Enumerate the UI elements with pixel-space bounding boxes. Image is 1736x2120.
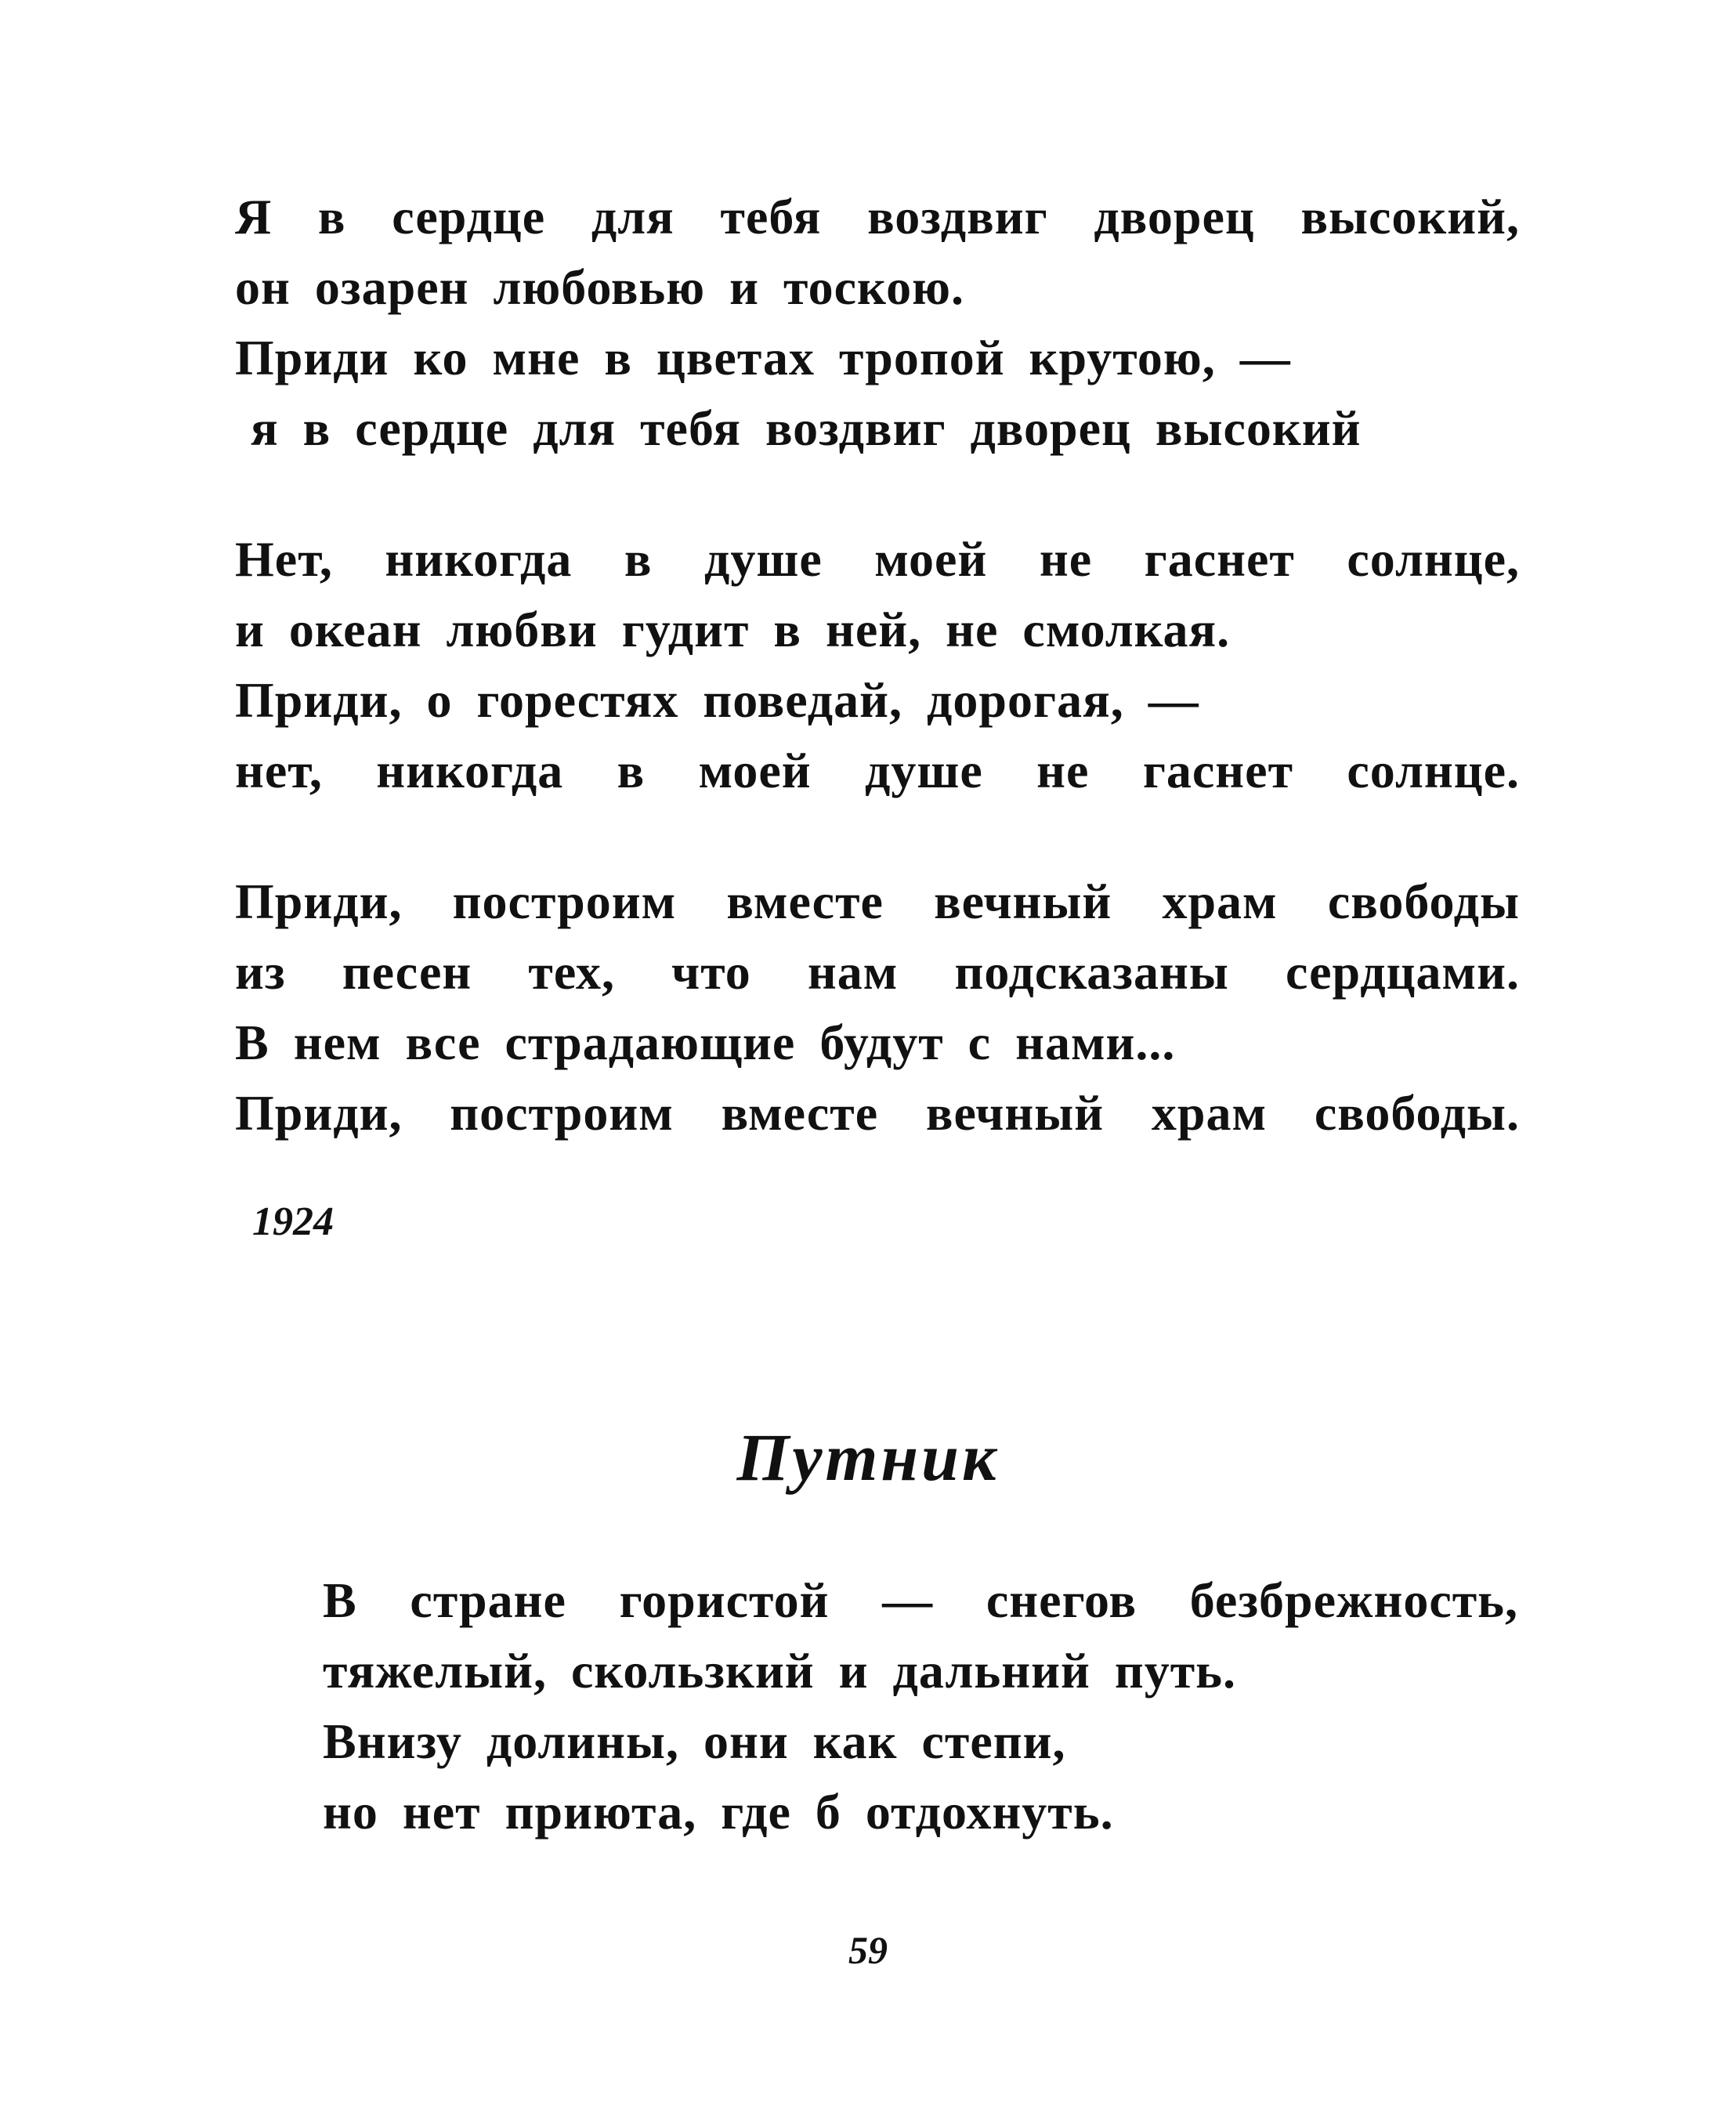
poem-line: Приди, построим вместе вечный храм свободы.: [235, 1085, 1520, 1141]
poem-stanza: [235, 524, 1520, 806]
poem-line: и океан любви гудит в ней, не смолкая.: [235, 602, 1231, 657]
poem-line: я в сердце для тебя воздвиг дворец высокий: [251, 400, 1362, 456]
page-number: 59: [848, 1928, 888, 1972]
poem-line: В стране гористой — снегов безбрежность,: [323, 1572, 1518, 1628]
poem-line: Я в сердце для тебя воздвиг дворец высокий,: [235, 189, 1520, 244]
poem-title: Путник: [736, 1420, 1000, 1495]
poem-line: из песен тех, что нам подсказаны сердцами.: [235, 944, 1520, 1000]
poem-line: В нем все страдающие будут с нами...: [235, 1015, 1176, 1070]
poem-line: нет, никогда в моей душе не гаснет солнце.: [235, 743, 1520, 798]
poem-line: Нет, никогда в душе моей не гаснет солнце,: [235, 531, 1520, 587]
poem-line: тяжелый, скользкий и дальний путь.: [323, 1643, 1236, 1699]
poem-year: 1924: [252, 1199, 334, 1244]
poem-line: Внизу долины, они как степи,: [323, 1713, 1066, 1769]
poem-stanza: [235, 866, 1520, 1149]
poem-line: он озарен любовью и тоскою.: [235, 259, 964, 315]
poem-stanza: [323, 1565, 1518, 1847]
poem-line: Приди ко мне в цветах тропой крутою, —: [235, 330, 1291, 385]
poem-line: Приди, построим вместе вечный храм свободы: [235, 874, 1520, 929]
poem-stanza: [235, 182, 1520, 464]
poem-line: Приди, о горестях поведай, дорогая, —: [235, 672, 1199, 728]
poem-line: но нет приюта, где б отдохнуть.: [323, 1784, 1114, 1840]
